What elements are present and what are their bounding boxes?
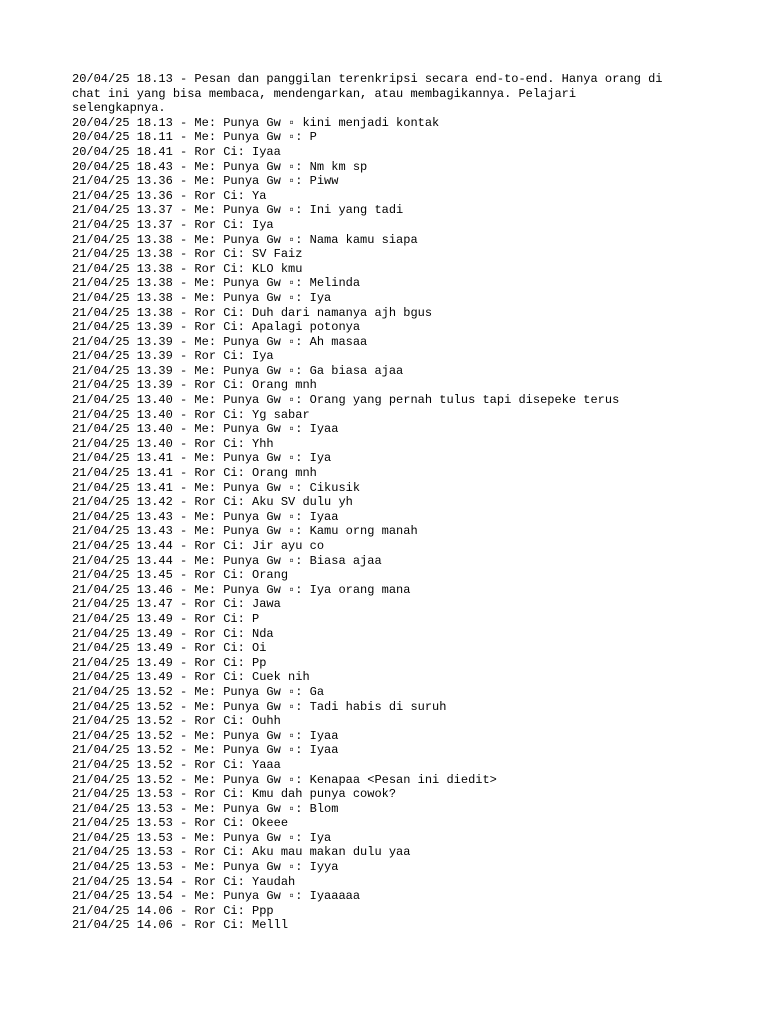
chat-line: 21/04/25 13.53 - Ror Ci: Okeee	[72, 816, 289, 831]
chat-line: 21/04/25 13.49 - Ror Ci: Pp	[72, 655, 267, 670]
chat-line: 21/04/25 14.06 - Ror Ci: Ppp	[72, 903, 274, 918]
chat-line: 21/04/25 13.41 - Ror Ci: Orang mnh	[72, 466, 317, 481]
chat-line: 21/04/25 13.45 - Ror Ci: Orang	[72, 568, 289, 583]
chat-line: 21/04/25 13.53 - Me: Punya Gw ▫: Iyya	[72, 860, 339, 875]
chat-line: 21/04/25 13.52 - Me: Punya Gw ▫: Iyaa	[72, 728, 339, 743]
chat-export-document	[72, 72, 712, 933]
chat-line: 21/04/25 13.41 - Me: Punya Gw ▫: Cikusik	[72, 480, 361, 495]
chat-line: 21/04/25 13.39 - Me: Punya Gw ▫: Ah masaa	[72, 334, 368, 349]
chat-line: 21/04/25 13.38 - Ror Ci: Duh dari namanya ajh bgus	[72, 305, 433, 320]
chat-line: 21/04/25 13.53 - Me: Punya Gw ▫: Iya	[72, 830, 332, 845]
chat-line: 21/04/25 13.38 - Me: Punya Gw ▫: Iya	[72, 290, 332, 305]
chat-line: 21/04/25 13.46 - Me: Punya Gw ▫: Iya orang mana	[72, 582, 411, 597]
chat-line: 21/04/25 13.40 - Me: Punya Gw ▫: Iyaa	[72, 422, 339, 437]
chat-line: 21/04/25 13.52 - Me: Punya Gw ▫: Tadi habis di suruh	[72, 699, 447, 714]
chat-line: 21/04/25 14.06 - Ror Ci: Melll	[72, 918, 289, 933]
chat-line: 21/04/25 13.44 - Ror Ci: Jir ayu co	[72, 539, 325, 553]
chat-line: 21/04/25 13.38 - Ror Ci: KLO kmu	[72, 261, 303, 276]
chat-line: 21/04/25 13.40 - Ror Ci: Yhh	[72, 436, 274, 451]
chat-line: 21/04/25 13.49 - Ror Ci: Nda	[72, 626, 274, 641]
chat-line: 20/04/25 18.43 - Me: Punya Gw ▫: Nm km sp	[72, 159, 368, 174]
chat-line: 21/04/25 13.52 - Ror Ci: Ouhh	[72, 714, 281, 729]
chat-line: 21/04/25 13.52 - Me: Punya Gw ▫: Ga	[72, 684, 325, 699]
chat-line: 21/04/25 13.36 - Me: Punya Gw ▫: Piww	[72, 174, 339, 189]
chat-line: 21/04/25 13.53 - Me: Punya Gw ▫: Blom	[72, 801, 339, 816]
chat-line: 21/04/25 13.54 - Ror Ci: Yaudah	[72, 874, 296, 889]
chat-line: 21/04/25 13.38 - Ror Ci: SV Faiz	[72, 247, 303, 262]
chat-line: 21/04/25 13.49 - Ror Ci: Cuek nih	[72, 670, 310, 685]
chat-line: 20/04/25 18.41 - Ror Ci: Iyaa	[72, 144, 281, 159]
chat-line: 21/04/25 13.39 - Ror Ci: Iya	[72, 349, 274, 364]
chat-line: 21/04/25 13.40 - Me: Punya Gw ▫: Orang yang pernah tulus tapi disepeke terus	[72, 393, 620, 408]
chat-line: 21/04/25 13.42 - Ror Ci: Aku SV dulu yh	[72, 495, 353, 510]
chat-line: 21/04/25 13.49 - Ror Ci: Oi	[72, 641, 267, 656]
chat-line: 21/04/25 13.52 - Ror Ci: Yaaa	[72, 757, 281, 772]
chat-line: 21/04/25 13.43 - Me: Punya Gw ▫: Iyaa	[72, 509, 339, 524]
chat-line: 21/04/25 13.43 - Me: Punya Gw ▫: Kamu orng manah	[72, 524, 418, 539]
chat-line: 21/04/25 13.37 - Ror Ci: Iya	[72, 217, 274, 232]
chat-line: 21/04/25 13.39 - Ror Ci: Orang mnh	[72, 378, 317, 393]
chat-line: 21/04/25 13.52 - Me: Punya Gw ▫: Kenapaa <Pesan ini diedit>	[72, 772, 497, 787]
chat-line: 20/04/25 18.13 - Me: Punya Gw ▫ kini menjadi kontak	[72, 115, 440, 130]
chat-line: 21/04/25 13.40 - Ror Ci: Yg sabar	[72, 407, 310, 422]
chat-line: 21/04/25 13.47 - Ror Ci: Jawa	[72, 597, 281, 612]
chat-line: 21/04/25 13.39 - Ror Ci: Apalagi potonya	[72, 320, 361, 335]
chat-line: 21/04/25 13.38 - Me: Punya Gw ▫: Melinda	[72, 276, 361, 291]
chat-line: 21/04/25 13.39 - Me: Punya Gw ▫: Ga biasa ajaa	[72, 363, 404, 378]
chat-line: 21/04/25 13.53 - Ror Ci: Kmu dah punya cowok?	[72, 787, 397, 802]
chat-line: 21/04/25 13.52 - Me: Punya Gw ▫: Iyaa	[72, 743, 339, 758]
chat-line: 21/04/25 13.41 - Me: Punya Gw ▫: Iya	[72, 451, 332, 466]
chat-line: 21/04/25 13.36 - Ror Ci: Ya	[72, 188, 267, 203]
chat-line: 21/04/25 13.49 - Ror Ci: P	[72, 611, 260, 626]
chat-line: 21/04/25 13.44 - Me: Punya Gw ▫: Biasa ajaa	[72, 553, 382, 568]
chat-line: 20/04/25 18.11 - Me: Punya Gw ▫: P	[72, 130, 317, 145]
encryption-notice: 20/04/25 18.13 - Pesan dan panggilan terenkripsi secara end-to-end. Hanya orang di chat ini yang bisa membaca, mendengarkan, atau membagikannya. Pelajari selengkapnya.	[72, 72, 663, 116]
chat-line: 21/04/25 13.54 - Me: Punya Gw ▫: Iyaaaaa	[72, 889, 361, 904]
chat-line: 21/04/25 13.53 - Ror Ci: Aku mau makan dulu yaa	[72, 845, 411, 860]
chat-line: 21/04/25 13.38 - Me: Punya Gw ▫: Nama kamu siapa	[72, 232, 418, 247]
chat-lines	[72, 116, 712, 933]
chat-line: 21/04/25 13.37 - Me: Punya Gw ▫: Ini yang tadi	[72, 203, 404, 218]
